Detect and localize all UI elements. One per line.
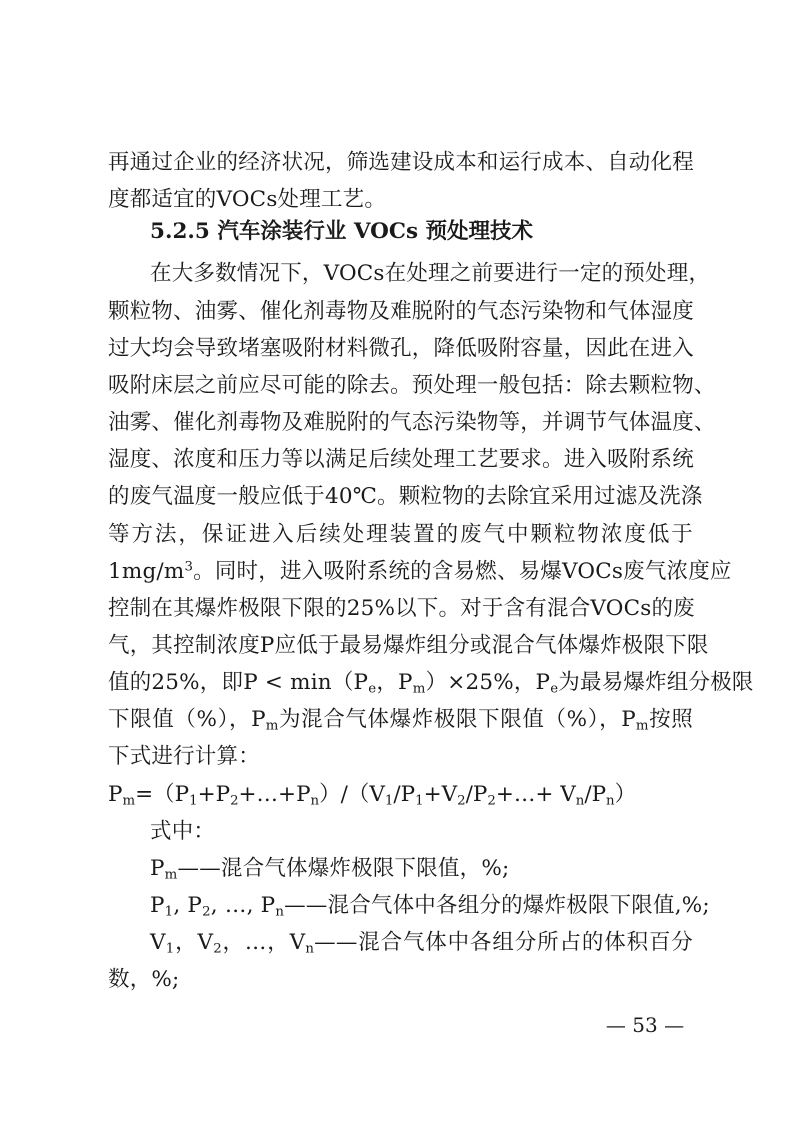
subscript: m	[122, 793, 136, 809]
text-run: ——混合气体中各组分的爆炸极限下限值,%;	[284, 893, 710, 918]
paragraph-line	[108, 555, 732, 589]
formula-symbol: ）/（V	[319, 782, 385, 807]
subscript: m	[164, 867, 178, 883]
subscript: 2	[230, 793, 239, 809]
text-run: ，P	[376, 670, 413, 695]
formula-symbol: =（P	[135, 782, 190, 807]
formula-symbol: +…+ V	[495, 782, 576, 807]
page-number: — 53 —	[605, 1013, 685, 1037]
subscript: m	[412, 681, 426, 697]
formula	[108, 778, 693, 812]
formula-symbol: /P	[393, 782, 416, 807]
formula-symbol: /P	[465, 782, 488, 807]
text-run: ，V	[174, 930, 214, 955]
paragraph-line: 控制在其爆炸极限下限的25%以下。对于含有混合VOCs的废	[108, 596, 695, 621]
subscript: n	[305, 941, 315, 957]
subscript: 2	[457, 793, 466, 809]
paragraph-line: 等方法，保证进入后续处理装置的废气中颗粒物浓度低于	[108, 522, 693, 547]
text-run: 为混合气体爆炸极限下限值（%），P	[278, 707, 636, 732]
subscript: 1	[415, 793, 424, 809]
subscript: m	[635, 718, 649, 734]
section-heading: 5.2.5 汽车涂装行业 VOCs 预处理技术	[150, 219, 534, 244]
text-run: 为最易爆炸组分极限	[558, 670, 754, 695]
where-label: 式中：	[150, 819, 216, 844]
subscript: m	[265, 718, 279, 734]
text-run: P	[150, 893, 165, 918]
paragraph-line: 度都适宜的VOCs处理工艺。	[108, 187, 387, 212]
text-run: 下限值（%），P	[108, 707, 266, 732]
paragraph-line: 在大多数情况下，VOCs在处理之前要进行一定的预处理，	[150, 261, 711, 286]
subscript: 1	[384, 793, 394, 809]
paragraph-line: 再通过企业的经济状况，筛选建设成本和运行成本、自动化程	[108, 150, 694, 175]
paragraph-line: 油雾、催化剂毒物及难脱附的气态污染物等，并调节气体温度、	[108, 410, 716, 435]
paragraph-line	[108, 666, 754, 700]
text-run: , …, P	[210, 893, 276, 918]
subscript: 2	[213, 941, 222, 957]
text-run: ——混合气体爆炸极限下限值，%;	[177, 856, 510, 881]
subscript: 1	[189, 793, 198, 809]
superscript: 3	[184, 559, 194, 575]
subscript: 2	[202, 904, 211, 920]
definition-pm	[150, 852, 693, 886]
formula-symbol: +V	[423, 782, 458, 807]
subscript: n	[275, 904, 285, 920]
subscript: n	[606, 793, 615, 809]
subscript: n	[575, 793, 585, 809]
subscript: 1	[165, 941, 175, 957]
text-run: ——混合气体中各组分所占的体积百分	[314, 930, 694, 955]
text-run: ，…，V	[221, 930, 306, 955]
formula-symbol: +P	[197, 782, 231, 807]
subscript: e	[550, 681, 559, 697]
text-run: 。同时，进入吸附系统的含易燃、易爆VOCs废气浓度应	[193, 559, 732, 584]
paragraph-line: 的废气温度一般应低于40℃。颗粒物的去除宜采用过滤及洗涤	[108, 484, 703, 509]
formula-symbol: ）	[614, 782, 637, 807]
text-run: V	[150, 930, 166, 955]
paragraph-line: 颗粒物、油雾、催化剂毒物及难脱附的气态污染物和气体湿度	[108, 299, 694, 324]
definition-p	[150, 889, 710, 923]
paragraph-line	[108, 703, 693, 737]
text-run: 1mg/m	[108, 559, 185, 584]
text-run: 值的25%，即P < min（P	[108, 670, 369, 695]
formula-symbol: +…+P	[238, 782, 311, 807]
text-run: 按照	[648, 707, 693, 732]
paragraph-line: 过大均会导致堵塞吸附材料微孔，降低吸附容量，因此在进入	[108, 336, 694, 361]
subscript: n	[310, 793, 320, 809]
paragraph-line: 湿度、浓度和压力等以满足后续处理工艺要求。进入吸附系统	[108, 447, 694, 472]
paragraph-line: 数，%;	[108, 967, 180, 992]
text-run: , P	[173, 893, 203, 918]
text-run: P	[150, 856, 165, 881]
paragraph-line: 下式进行计算：	[108, 744, 260, 769]
paragraph-line: 气，其控制浓度P应低于最易爆炸组分或混合气体爆炸极限下限	[108, 633, 709, 658]
definition-v	[150, 926, 693, 960]
paragraph-line: 吸附床层之前应尽可能的除去。预处理一般包括：除去颗粒物、	[108, 373, 716, 398]
text-run: ）×25%，P	[425, 670, 551, 695]
formula-symbol: /P	[584, 782, 607, 807]
subscript: e	[368, 681, 377, 697]
formula-symbol: P	[108, 782, 123, 807]
subscript: 2	[487, 793, 496, 809]
subscript: 1	[164, 904, 174, 920]
